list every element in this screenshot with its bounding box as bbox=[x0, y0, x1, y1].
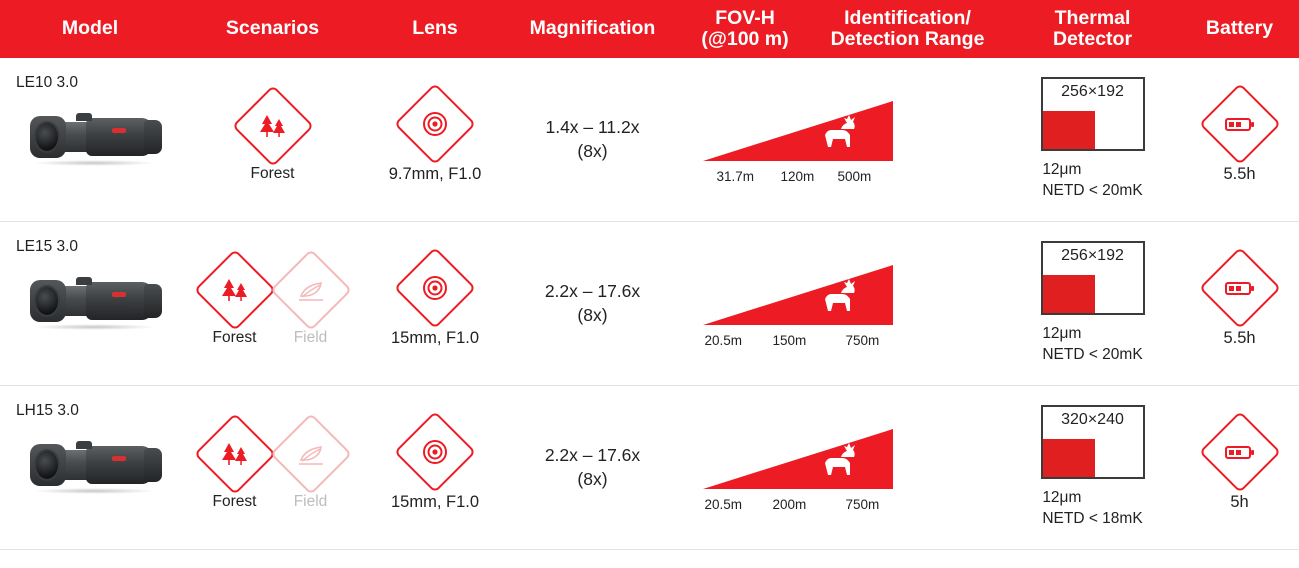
thermal-netd: NETD < 20mK bbox=[1042, 182, 1143, 199]
range-label-identification: 200m bbox=[772, 496, 807, 512]
column-header-model bbox=[0, 18, 180, 39]
model-name: LE10 3.0 bbox=[16, 74, 79, 91]
scenario-field-label: Field bbox=[293, 328, 328, 346]
range-labels bbox=[693, 169, 993, 189]
column-header-lens bbox=[365, 18, 505, 39]
cell-lens bbox=[365, 58, 505, 221]
column-header-battery bbox=[1180, 18, 1299, 39]
cell-scenarios bbox=[180, 386, 365, 549]
cell-range-graphic bbox=[680, 386, 1005, 549]
thermal-pixel-pitch: 12μm bbox=[1042, 325, 1082, 343]
cell-range-graphic bbox=[680, 222, 1005, 385]
field-icon bbox=[269, 248, 351, 330]
column-header-magnification-label: Magnification bbox=[529, 17, 656, 40]
range-labels bbox=[693, 497, 993, 517]
battery-life: 5h bbox=[1230, 493, 1249, 511]
lens-aperture-icon bbox=[394, 411, 476, 493]
table-row bbox=[0, 222, 1299, 386]
range-label-detection: 750m bbox=[845, 332, 880, 348]
forest-icon bbox=[193, 412, 275, 494]
battery-life: 5.5h bbox=[1223, 329, 1256, 347]
thermal-resolution: 256×192 bbox=[1061, 247, 1124, 265]
battery-icon bbox=[1198, 83, 1280, 165]
thermal-monocular-icon bbox=[16, 106, 166, 168]
scenario-field bbox=[282, 261, 340, 347]
scenario-forest bbox=[206, 425, 264, 511]
cell-magnification bbox=[505, 58, 680, 221]
range-label-fov: 20.5m bbox=[704, 332, 743, 348]
magnification-range: 2.2x – 17.6x bbox=[544, 444, 641, 465]
model-name: LE15 3.0 bbox=[16, 238, 79, 255]
forest-icon bbox=[231, 84, 313, 166]
range-label-fov: 20.5m bbox=[704, 496, 743, 512]
column-header-range bbox=[810, 8, 1005, 50]
cell-model bbox=[0, 222, 180, 385]
thermal-detector-icon bbox=[1041, 241, 1145, 315]
table-header-row bbox=[0, 0, 1299, 58]
battery-icon bbox=[1198, 247, 1280, 329]
cell-scenarios bbox=[180, 58, 365, 221]
forest-icon bbox=[193, 248, 275, 330]
cell-model bbox=[0, 58, 180, 221]
thermal-resolution: 320×240 bbox=[1061, 411, 1124, 429]
column-header-scenarios-label: Scenarios bbox=[225, 17, 320, 40]
column-header-range-label: Identification/ bbox=[844, 6, 971, 29]
thermal-detector-icon bbox=[1041, 405, 1145, 479]
cell-magnification bbox=[505, 386, 680, 549]
range-wedge-graphic bbox=[693, 419, 993, 497]
cell-thermal bbox=[1005, 386, 1180, 549]
scenario-forest-label: Forest bbox=[212, 328, 257, 346]
range-label-identification: 150m bbox=[772, 332, 807, 348]
scenario-forest bbox=[206, 261, 264, 347]
thermal-netd: NETD < 18mK bbox=[1042, 510, 1143, 527]
lens-spec: 9.7mm, F1.0 bbox=[388, 165, 482, 183]
lens-aperture-icon bbox=[394, 247, 476, 329]
cell-battery bbox=[1180, 58, 1299, 221]
scenario-forest-label: Forest bbox=[250, 164, 295, 182]
column-header-fov-label: FOV-H bbox=[715, 6, 775, 29]
thermal-pixel-pitch: 12μm bbox=[1042, 161, 1082, 179]
cell-battery bbox=[1180, 386, 1299, 549]
cell-thermal bbox=[1005, 58, 1180, 221]
thermal-netd: NETD < 20mK bbox=[1042, 346, 1143, 363]
column-header-range-sublabel: Detection Range bbox=[830, 28, 985, 50]
scenario-field bbox=[282, 425, 340, 511]
scenario-field-label: Field bbox=[293, 492, 328, 510]
column-header-fov bbox=[680, 8, 810, 50]
range-label-fov: 31.7m bbox=[716, 168, 755, 184]
lens-spec: 15mm, F1.0 bbox=[390, 329, 480, 347]
thermal-resolution: 256×192 bbox=[1061, 83, 1124, 101]
model-name: LH15 3.0 bbox=[16, 402, 79, 419]
lens-aperture-icon bbox=[394, 83, 476, 165]
cell-scenarios bbox=[180, 222, 365, 385]
magnification-zoom: (8x) bbox=[577, 140, 608, 161]
battery-icon bbox=[1198, 411, 1280, 493]
range-label-identification: 120m bbox=[780, 168, 815, 184]
cell-model bbox=[0, 386, 180, 549]
range-wedge-graphic bbox=[693, 91, 993, 169]
cell-range-graphic bbox=[680, 58, 1005, 221]
magnification-zoom: (8x) bbox=[577, 304, 608, 325]
lens-spec: 15mm, F1.0 bbox=[390, 493, 480, 511]
cell-magnification bbox=[505, 222, 680, 385]
magnification-range: 2.2x – 17.6x bbox=[544, 280, 641, 301]
table-row bbox=[0, 58, 1299, 222]
column-header-fov-sublabel: (@100 m) bbox=[701, 28, 789, 50]
cell-battery bbox=[1180, 222, 1299, 385]
range-label-detection: 500m bbox=[837, 168, 872, 184]
column-header-thermal bbox=[1005, 8, 1180, 50]
scenario-forest bbox=[244, 97, 302, 183]
range-wedge-graphic bbox=[693, 255, 993, 333]
battery-life: 5.5h bbox=[1223, 165, 1256, 183]
magnification-range: 1.4x – 11.2x bbox=[545, 116, 640, 137]
cell-lens bbox=[365, 222, 505, 385]
thermal-pixel-pitch: 12μm bbox=[1042, 489, 1082, 507]
column-header-battery-label: Battery bbox=[1205, 17, 1274, 40]
column-header-scenarios bbox=[180, 18, 365, 39]
cell-lens bbox=[365, 386, 505, 549]
table-row bbox=[0, 386, 1299, 550]
cell-thermal bbox=[1005, 222, 1180, 385]
thermal-detector-icon bbox=[1041, 77, 1145, 151]
column-header-magnification bbox=[505, 18, 680, 39]
thermal-monocular-icon bbox=[16, 434, 166, 496]
field-icon bbox=[269, 412, 351, 494]
magnification-zoom: (8x) bbox=[577, 468, 608, 489]
column-header-thermal-label: Thermal bbox=[1054, 6, 1131, 29]
column-header-lens-label: Lens bbox=[412, 17, 458, 40]
range-labels bbox=[693, 333, 993, 353]
column-header-model-label: Model bbox=[61, 17, 119, 40]
range-label-detection: 750m bbox=[845, 496, 880, 512]
scenario-forest-label: Forest bbox=[212, 492, 257, 510]
thermal-monocular-icon bbox=[16, 270, 166, 332]
column-header-thermal-sublabel: Detector bbox=[1052, 28, 1133, 50]
